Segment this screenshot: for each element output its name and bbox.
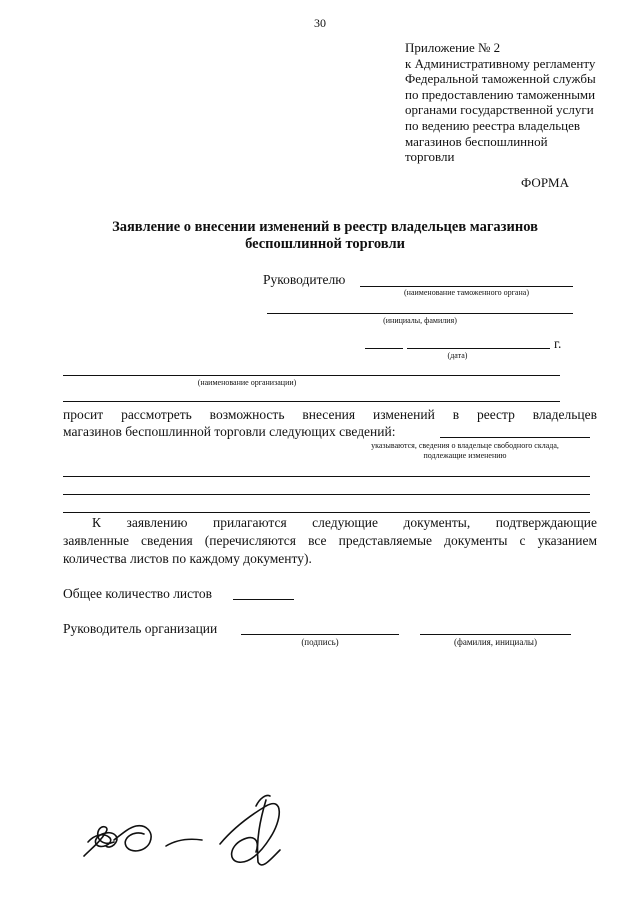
appendix-line: органами государственной услуги bbox=[405, 102, 594, 118]
changes-caption-2: подлежащие изменению bbox=[423, 451, 507, 460]
appendix-line: магазинов беспошлинной bbox=[405, 133, 548, 149]
head-signature-label: Руководитель организации bbox=[63, 621, 218, 636]
request-line-1: просит рассмотреть возможность внесения изменений в реестр владельцев bbox=[63, 407, 597, 422]
changes-entry-line-2[interactable] bbox=[63, 494, 590, 495]
total-sheets-label: Общее количество листов bbox=[63, 586, 212, 601]
request-line-2: магазинов беспошлинной торговли следующих сведений: bbox=[63, 424, 396, 439]
initials-caption: (инициалы, фамилия) bbox=[383, 316, 457, 325]
date-caption: (дата) bbox=[447, 351, 468, 360]
attachments-line-3: количества листов по каждому документу). bbox=[63, 551, 312, 566]
handwritten-signature bbox=[70, 780, 300, 880]
attachments-line-2: заявленные сведения (перечисляются все представляемые документы с указанием bbox=[63, 533, 597, 548]
date-day-line[interactable] bbox=[365, 348, 403, 349]
page-number: 30 bbox=[314, 16, 326, 30]
changes-entry-line-1[interactable] bbox=[63, 476, 590, 477]
date-month-line[interactable] bbox=[407, 348, 550, 349]
name-caption: (фамилия, инициалы) bbox=[454, 637, 537, 647]
form-label: ФОРМА bbox=[521, 175, 569, 190]
document-title bbox=[70, 219, 580, 253]
changes-entry-line-3[interactable] bbox=[63, 512, 590, 513]
name-line[interactable] bbox=[420, 634, 571, 635]
changes-caption-1: указываются, сведения о владельце свободного склада, bbox=[371, 441, 559, 450]
customs-body-line[interactable] bbox=[360, 286, 573, 287]
appendix-line: Федеральной таможенной службы bbox=[405, 71, 596, 87]
organization-caption: (наименование организации) bbox=[197, 378, 297, 387]
year-suffix: г. bbox=[554, 336, 562, 351]
attachments-line-1: К заявлению прилагаются следующие документы, подтверждающие bbox=[92, 515, 597, 530]
total-sheets-line[interactable] bbox=[233, 599, 294, 600]
addressee-label: Руководителю bbox=[263, 272, 346, 287]
organization-line[interactable] bbox=[63, 375, 560, 376]
appendix-line: Приложение № 2 bbox=[405, 40, 501, 55]
appendix-line: торговли bbox=[405, 149, 455, 165]
changes-line[interactable] bbox=[440, 437, 590, 438]
title-line-2: беспошлинной торговли bbox=[245, 236, 405, 252]
appendix-line: по ведению реестра владельцев bbox=[405, 117, 581, 133]
signature-line[interactable] bbox=[241, 634, 399, 635]
initials-line[interactable] bbox=[267, 313, 573, 314]
signature-caption: (подпись) bbox=[301, 637, 339, 647]
appendix-line: по предоставлению таможенными bbox=[405, 86, 596, 102]
title-line-1: Заявление о внесении изменений в реестр владельцев магазинов bbox=[112, 219, 538, 235]
customs-body-caption: (наименование таможенного органа) bbox=[404, 288, 529, 297]
appendix-line: к Административному регламенту bbox=[405, 55, 596, 71]
appendix-header bbox=[405, 40, 615, 165]
organization-line-2[interactable] bbox=[63, 401, 560, 402]
